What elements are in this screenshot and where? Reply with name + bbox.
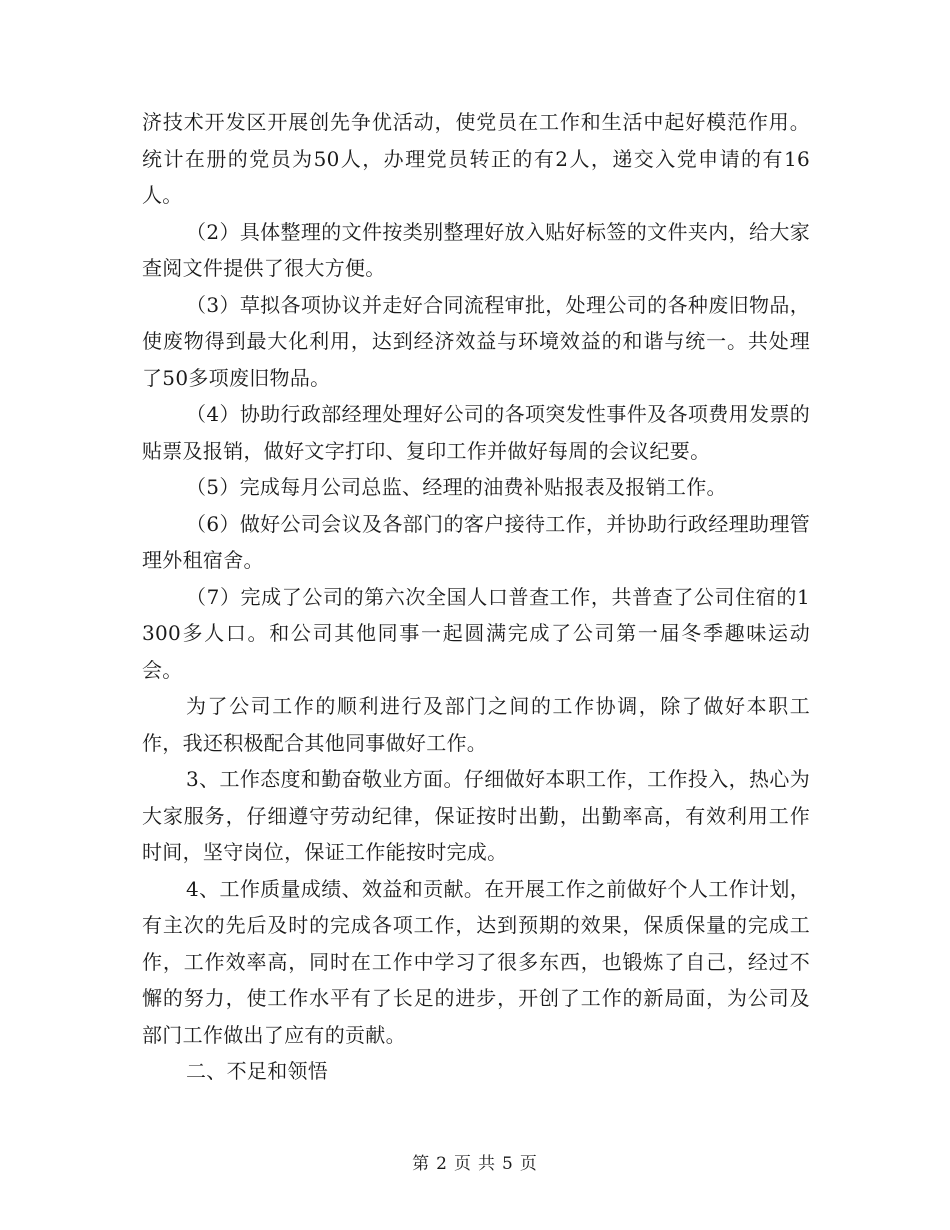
paragraph-7: （7）完成了公司的第六次全国人口普查工作，共普查了公司住宿的1300多人口。和公司其他同事一起圆满完成了公司第一届冬季趣味运动会。 [142,584,810,682]
paragraph-3: （3）草拟各项协议并走好合同流程审批，处理公司的各种废旧物品，使废物得到最大化利用，达到经济效益与环境效益的和谐与统一。共处理了50多项废旧物品。 [142,292,810,390]
page-footer [0,1152,950,1176]
paragraph-6: （6）做好公司会议及各部门的客户接待工作，并协助行政经理助理管理外租宿舍。 [142,511,810,572]
paragraph-1: 济技术开发区开展创先争优活动，使党员在工作和生活中起好模范作用。统计在册的党员为50人，办理党员转正的有2人，递交入党申请的有16人。 [142,110,810,207]
footer-prefix: 第 [412,1154,431,1174]
paragraph-5: （5）完成每月公司总监、经理的油费补贴报表及报销工作。 [186,475,727,499]
document-body [142,104,810,1090]
total-pages-number: 5 [502,1154,514,1174]
paragraph-10: 4、工作质量成绩、效益和贡献。在开展工作之前做好个人工作计划，有主次的先后及时的完成各项工作，达到预期的效果，保质保量的完成工作，工作效率高，同时在工作中学习了很多东西，也锻炼了自己，经过不懈的努力，使工作水平有了长足的进步，开创了工作的新局面，为公司及部门工作做出了应有的贡献。 [142,876,810,1047]
paragraph-9: 3、工作态度和勤奋敬业方面。仔细做好本职工作，工作投入，热心为大家服务，仔细遵守劳动纪律，保证按时出勤，出勤率高，有效利用工作时间，坚守岗位，保证工作能按时完成。 [142,767,810,864]
section-heading: 二、不足和领悟 [186,1059,329,1083]
current-page-number: 2 [436,1154,448,1174]
footer-total-word: 共 [478,1154,496,1174]
paragraph-4: （4）协助行政部经理处理好公司的各项突发性事件及各项费用发票的贴票及报销，做好文字打印、复印工作并做好每周的会议纪要。 [142,402,810,463]
footer-page-word: 页 [454,1154,472,1174]
paragraph-8: 为了公司工作的顺利进行及部门之间的工作协调，除了做好本职工作，我还积极配合其他同事做好工作。 [142,694,810,755]
paragraph-2: （2）具体整理的文件按类别整理好放入贴好标签的文件夹内，给大家查阅文件提供了很大方便。 [142,219,810,280]
footer-suffix: 页 [519,1154,538,1174]
